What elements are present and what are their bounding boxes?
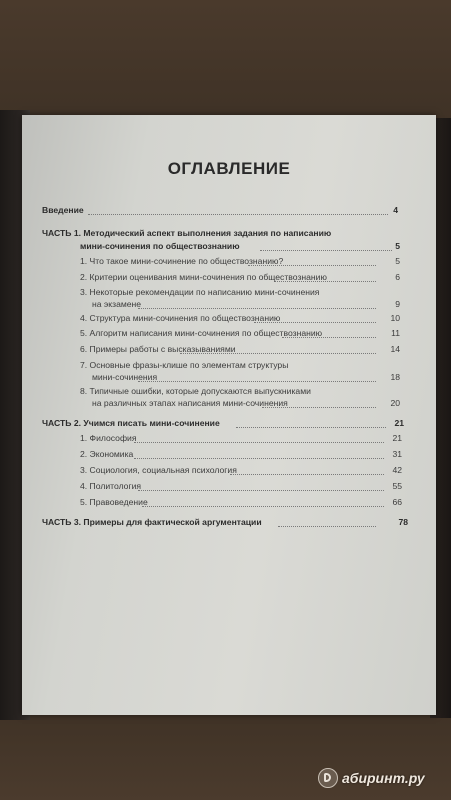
toc-subentry: [80, 360, 400, 371]
toc-subentry-label: 3. Социология, социальная психология: [80, 465, 237, 475]
toc-subentry-label: мини-сочинения: [92, 372, 158, 382]
toc-subentry: [80, 449, 402, 460]
toc-subentry: [92, 299, 400, 310]
toc-subentry: [80, 328, 400, 339]
toc-subentry: [80, 287, 400, 298]
background-top: [0, 0, 451, 120]
dot-leader: [278, 526, 376, 527]
toc-subentry-label: 5. Алгоритм написания мини-сочинения по обществознанию: [80, 328, 323, 338]
toc-entry-page: 78: [398, 517, 408, 527]
toc-subentry: [92, 398, 400, 409]
toc-subentry-label: 7. Основные фразы-клише по элементам структуры: [80, 360, 289, 370]
toc-subentry-page: 42: [392, 465, 402, 475]
toc-entry-part1: [42, 228, 400, 239]
toc-subentry: [80, 256, 400, 267]
toc-subentry-label: 1. Философия: [80, 433, 137, 443]
toc-subentry-page: 55: [392, 481, 402, 491]
toc-subentry-label: 2. Экономика: [80, 449, 134, 459]
toc-subentry-label: 4. Политология: [80, 481, 142, 491]
toc-subentry-label: на различных этапах написания мини-сочинения: [92, 398, 288, 408]
toc-subentry: [80, 433, 402, 444]
toc-subentry-label: 6. Примеры работы с высказываниями: [80, 344, 236, 354]
toc-subentry-page: 9: [395, 299, 400, 309]
toc-subentry-page: 5: [395, 256, 400, 266]
watermark-text: абиринт.ру: [342, 770, 425, 786]
toc-subentry-page: 31: [392, 449, 402, 459]
toc-subentry: [80, 481, 402, 492]
toc-subentry-label: 2. Критерии оценивания мини-сочинения по обществознанию: [80, 272, 327, 282]
toc-subentry: [80, 344, 400, 355]
toc-subentry: [80, 497, 402, 508]
toc-subentry-label: 8. Типичные ошибки, которые допускаются выпускниками: [80, 386, 311, 396]
book-page: [22, 115, 436, 715]
dot-leader: [88, 214, 388, 215]
toc-subentry: [80, 465, 402, 476]
toc-entry-page: 4: [393, 205, 398, 215]
toc-entry-label: Введение: [42, 205, 84, 215]
dot-leader: [236, 427, 386, 428]
toc-subentry-page: 6: [395, 272, 400, 282]
toc-entry-label-cont: мини-сочинения по обществознанию: [80, 241, 240, 251]
toc-subentry-label: 1. Что такое мини-сочинение по обществознанию?: [80, 256, 284, 266]
toc-subentry: [80, 386, 400, 397]
toc-entry-label: ЧАСТЬ 1. Методический аспект выполнения задания по написанию: [42, 228, 332, 238]
toc-subentry-page: 66: [392, 497, 402, 507]
toc-entry-page: 5: [395, 241, 400, 251]
toc-entry-label: ЧАСТЬ 2. Учимся писать мини-сочинение: [42, 418, 220, 428]
toc-subentry-page: 20: [390, 398, 400, 408]
toc-subentry-label: 3. Некоторые рекомендации по написанию мини-сочинения: [80, 287, 320, 297]
toc-subentry-page: 18: [390, 372, 400, 382]
toc-subentry-page: 10: [390, 313, 400, 323]
toc-entry-page: 21: [394, 418, 404, 428]
toc-subentry-page: 14: [390, 344, 400, 354]
toc-subentry: [80, 313, 400, 324]
toc-subentry-page: 11: [391, 328, 400, 338]
page-title: ОГЛАВЛЕНИЕ: [167, 159, 291, 178]
labirint-logo-icon: [318, 768, 338, 788]
toc-subentry-page: 21: [392, 433, 402, 443]
toc-subentry-label: 4. Структура мини-сочинения по обществознанию: [80, 313, 281, 323]
watermark: [318, 768, 425, 788]
toc-entry-label: ЧАСТЬ 3. Примеры для фактической аргументации: [42, 517, 262, 527]
dot-leader: [260, 250, 392, 251]
toc-subentry-label: 5. Правоведение: [80, 497, 148, 507]
toc-subentry: [80, 272, 400, 283]
toc-subentry: [92, 372, 400, 383]
toc-subentry-label: на экзамене: [92, 299, 142, 309]
